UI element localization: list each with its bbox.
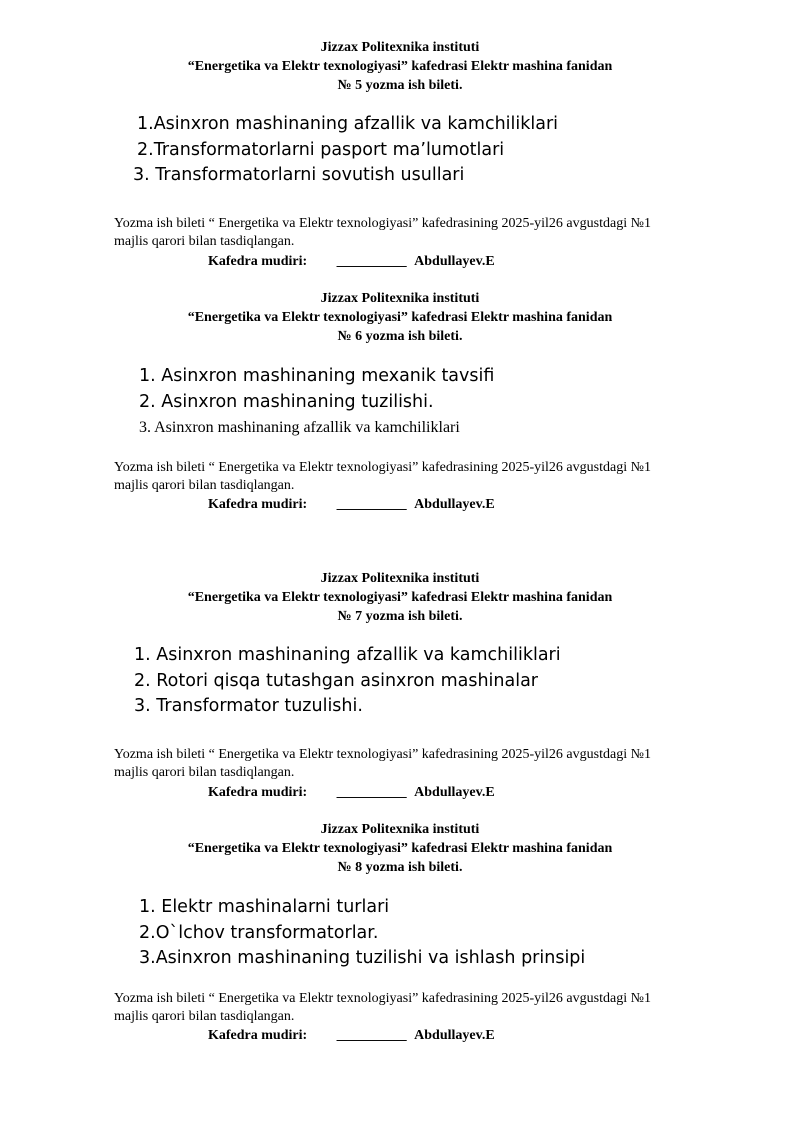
department-line: “Energetika va Elektr texnologiyasi” kafedrasi Elektr mashina fanidan — [187, 310, 613, 325]
exam-ticket-6 — [0, 289, 800, 441]
ticket-header — [0, 569, 800, 626]
head-label: Kafedra mudiri: — [208, 497, 308, 512]
question-list — [0, 895, 800, 972]
question-item: 1. Elektr mashinalarni turlari — [139, 897, 390, 917]
signature-row — [208, 784, 495, 802]
exam-ticket-7 — [0, 569, 800, 720]
signature-row — [208, 253, 495, 271]
question-item: 1. Asinxron mashinaning mexanik tavsifi — [139, 366, 495, 386]
signature-row — [208, 496, 495, 514]
approval-line: majlis qarori bilan tasdiqlangan. — [114, 478, 295, 493]
question-item: 3.Asinxron mashinaning tuzilishi va ishlash prinsipi — [139, 948, 586, 968]
approval-line: Yozma ish bileti “ Energetika va Elektr texnologiyasi” kafedrasining 2025-yil26 avgustdagi №1 — [114, 747, 651, 762]
head-label: Kafedra mudiri: — [208, 1028, 308, 1043]
institute-name: Jizzax Politexnika instituti — [320, 571, 480, 586]
ticket-number: № 5 yozma ish bileti. — [337, 78, 463, 93]
approval-line: Yozma ish bileti “ Energetika va Elektr texnologiyasi” kafedrasining 2025-yil26 avgustdagi №1 — [114, 991, 651, 1006]
question-item: 1. Asinxron mashinaning afzallik va kamchiliklari — [134, 645, 561, 665]
exam-ticket-5 — [0, 38, 800, 189]
approval-line: Yozma ish bileti “ Energetika va Elektr texnologiyasi” kafedrasining 2025-yil26 avgustdagi №1 — [114, 216, 651, 231]
signature-line: __________ — [336, 1028, 407, 1043]
ticket-number: № 7 yozma ish bileti. — [337, 609, 463, 624]
signature-line: __________ — [336, 497, 407, 512]
question-item: 2. Rotori qisqa tutashgan asinxron mashinalar — [134, 670, 539, 691]
institute-name: Jizzax Politexnika instituti — [320, 40, 480, 55]
approval-line: majlis qarori bilan tasdiqlangan. — [114, 234, 295, 249]
question-item: 3. Transformator tuzulishi. — [134, 696, 363, 716]
question-list — [0, 112, 800, 189]
approval-note — [114, 746, 774, 782]
institute-name: Jizzax Politexnika instituti — [320, 291, 480, 306]
question-item: 3. Asinxron mashinaning afzallik va kamchiliklari — [139, 419, 460, 436]
signature-line: __________ — [336, 785, 407, 800]
institute-name: Jizzax Politexnika instituti — [320, 822, 480, 837]
department-line: “Energetika va Elektr texnologiyasi” kafedrasi Elektr mashina fanidan — [187, 590, 613, 605]
approval-line: majlis qarori bilan tasdiqlangan. — [114, 1009, 295, 1024]
head-name: Abdullayev.E — [414, 1028, 495, 1043]
question-item: 2.O`lchov transformatorlar. — [139, 922, 379, 943]
question-list — [0, 364, 800, 441]
question-item: 1.Asinxron mashinaning afzallik va kamchiliklari — [137, 114, 559, 134]
ticket-header — [0, 289, 800, 346]
head-label: Kafedra mudiri: — [208, 254, 308, 269]
signature-row — [208, 1027, 495, 1045]
question-item: 2. Asinxron mashinaning tuzilishi. — [139, 391, 434, 412]
approval-note — [114, 990, 774, 1026]
question-item: 2.Transformatorlarni pasport ma’lumotlari — [137, 139, 505, 160]
ticket-number: № 6 yozma ish bileti. — [337, 329, 463, 344]
ticket-header — [0, 820, 800, 877]
head-name: Abdullayev.E — [414, 785, 495, 800]
head-name: Abdullayev.E — [414, 497, 495, 512]
department-line: “Energetika va Elektr texnologiyasi” kafedrasi Elektr mashina fanidan — [187, 59, 613, 74]
approval-note — [114, 459, 774, 495]
head-name: Abdullayev.E — [414, 254, 495, 269]
question-item: 3. Transformatorlarni sovutish usullari — [133, 165, 465, 185]
signature-line: __________ — [336, 254, 407, 269]
question-list — [0, 643, 800, 720]
exam-ticket-8 — [0, 820, 800, 972]
ticket-number: № 8 yozma ish bileti. — [337, 860, 463, 875]
approval-note — [114, 215, 774, 251]
department-line: “Energetika va Elektr texnologiyasi” kafedrasi Elektr mashina fanidan — [187, 841, 613, 856]
ticket-header — [0, 38, 800, 95]
approval-line: Yozma ish bileti “ Energetika va Elektr texnologiyasi” kafedrasining 2025-yil26 avgustdagi №1 — [114, 460, 651, 475]
approval-line: majlis qarori bilan tasdiqlangan. — [114, 765, 295, 780]
head-label: Kafedra mudiri: — [208, 785, 308, 800]
